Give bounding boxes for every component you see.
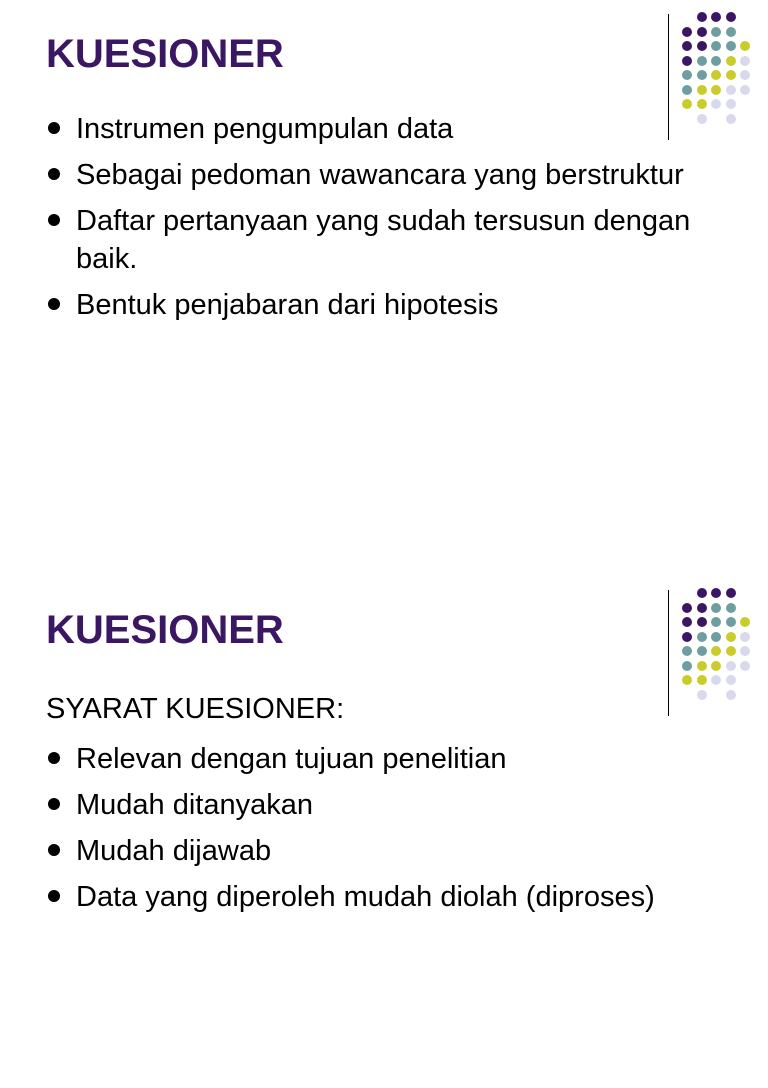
decorative-dot bbox=[711, 99, 721, 109]
decorative-dot bbox=[740, 632, 750, 642]
bullet-icon bbox=[48, 890, 60, 902]
decorative-dot bbox=[740, 661, 750, 671]
decorative-dot bbox=[697, 99, 707, 109]
decorative-dot bbox=[697, 690, 707, 700]
decorative-dot bbox=[682, 27, 692, 37]
decorative-dot bbox=[682, 603, 692, 613]
bullet-icon bbox=[48, 214, 60, 226]
divider-line bbox=[668, 590, 669, 716]
decorative-dot bbox=[726, 690, 736, 700]
decorative-dot bbox=[726, 661, 736, 671]
bullet-list bbox=[46, 110, 736, 332]
decorative-dot bbox=[697, 661, 707, 671]
decorative-dot bbox=[726, 99, 736, 109]
decorative-dot bbox=[711, 661, 721, 671]
decorative-dot bbox=[711, 603, 721, 613]
decorative-dot bbox=[682, 661, 692, 671]
decorative-dot bbox=[711, 85, 721, 95]
decorative-dot bbox=[726, 41, 736, 51]
bullet-list bbox=[46, 740, 736, 924]
decorative-dot bbox=[697, 603, 707, 613]
list-item: Daftar pertanyaan yang sudah tersusun dengan baik. bbox=[46, 202, 736, 278]
list-item: Sebagai pedoman wawancara yang berstruktur bbox=[46, 156, 736, 194]
decorative-dot bbox=[740, 41, 750, 51]
slide-title: KUESIONER bbox=[46, 32, 284, 76]
decorative-dot bbox=[682, 632, 692, 642]
decorative-dot bbox=[697, 70, 707, 80]
decorative-dot bbox=[697, 85, 707, 95]
decorative-dot bbox=[726, 70, 736, 80]
decorative-dot bbox=[697, 56, 707, 66]
decorative-dot bbox=[697, 675, 707, 685]
list-item: Instrumen pengumpulan data bbox=[46, 110, 736, 148]
decorative-dot bbox=[697, 632, 707, 642]
decorative-dot bbox=[711, 70, 721, 80]
decorative-dot bbox=[682, 56, 692, 66]
decorative-dot bbox=[726, 588, 736, 598]
decorative-dot bbox=[682, 617, 692, 627]
bullet-icon bbox=[48, 752, 60, 764]
list-item: Mudah ditanyakan bbox=[46, 786, 736, 824]
decorative-dot bbox=[697, 12, 707, 22]
decorative-dot bbox=[726, 56, 736, 66]
decorative-dot bbox=[682, 646, 692, 656]
decorative-dot bbox=[682, 85, 692, 95]
list-item: Data yang diperoleh mudah diolah (diproses) bbox=[46, 878, 736, 916]
dot-grid-decoration bbox=[682, 12, 762, 122]
decorative-dot bbox=[711, 588, 721, 598]
decorative-dot bbox=[711, 675, 721, 685]
decorative-dot bbox=[711, 617, 721, 627]
decorative-dot bbox=[726, 27, 736, 37]
decorative-dot bbox=[711, 41, 721, 51]
decorative-dot bbox=[697, 588, 707, 598]
decorative-dot bbox=[726, 675, 736, 685]
list-item: Relevan dengan tujuan penelitian bbox=[46, 740, 736, 778]
decorative-dot bbox=[682, 675, 692, 685]
decorative-dot bbox=[740, 617, 750, 627]
decorative-dot bbox=[682, 99, 692, 109]
decorative-dot bbox=[711, 632, 721, 642]
decorative-dot bbox=[740, 646, 750, 656]
decorative-dot bbox=[682, 70, 692, 80]
decorative-dot bbox=[711, 27, 721, 37]
bullet-icon bbox=[48, 168, 60, 180]
slide-title: KUESIONER bbox=[46, 608, 284, 652]
decorative-dot bbox=[726, 632, 736, 642]
section-intro: SYARAT KUESIONER: bbox=[46, 693, 345, 725]
decorative-dot bbox=[726, 85, 736, 95]
decorative-dot bbox=[726, 12, 736, 22]
decorative-dot bbox=[740, 85, 750, 95]
bullet-icon bbox=[48, 798, 60, 810]
decorative-dot bbox=[697, 41, 707, 51]
decorative-dot bbox=[697, 617, 707, 627]
slide-2 bbox=[0, 576, 768, 1088]
decorative-dot bbox=[740, 56, 750, 66]
slide-1 bbox=[0, 0, 768, 512]
dot-grid-decoration bbox=[682, 588, 762, 698]
decorative-dot bbox=[726, 646, 736, 656]
decorative-dot bbox=[682, 41, 692, 51]
decorative-dot bbox=[740, 70, 750, 80]
list-item: Mudah dijawab bbox=[46, 832, 736, 870]
bullet-icon bbox=[48, 122, 60, 134]
decorative-dot bbox=[697, 27, 707, 37]
decorative-dot bbox=[726, 603, 736, 613]
decorative-dot bbox=[697, 646, 707, 656]
bullet-icon bbox=[48, 298, 60, 310]
list-item: Bentuk penjabaran dari hipotesis bbox=[46, 286, 736, 324]
decorative-dot bbox=[711, 56, 721, 66]
bullet-icon bbox=[48, 844, 60, 856]
decorative-dot bbox=[726, 617, 736, 627]
decorative-dot bbox=[711, 646, 721, 656]
decorative-dot bbox=[711, 12, 721, 22]
